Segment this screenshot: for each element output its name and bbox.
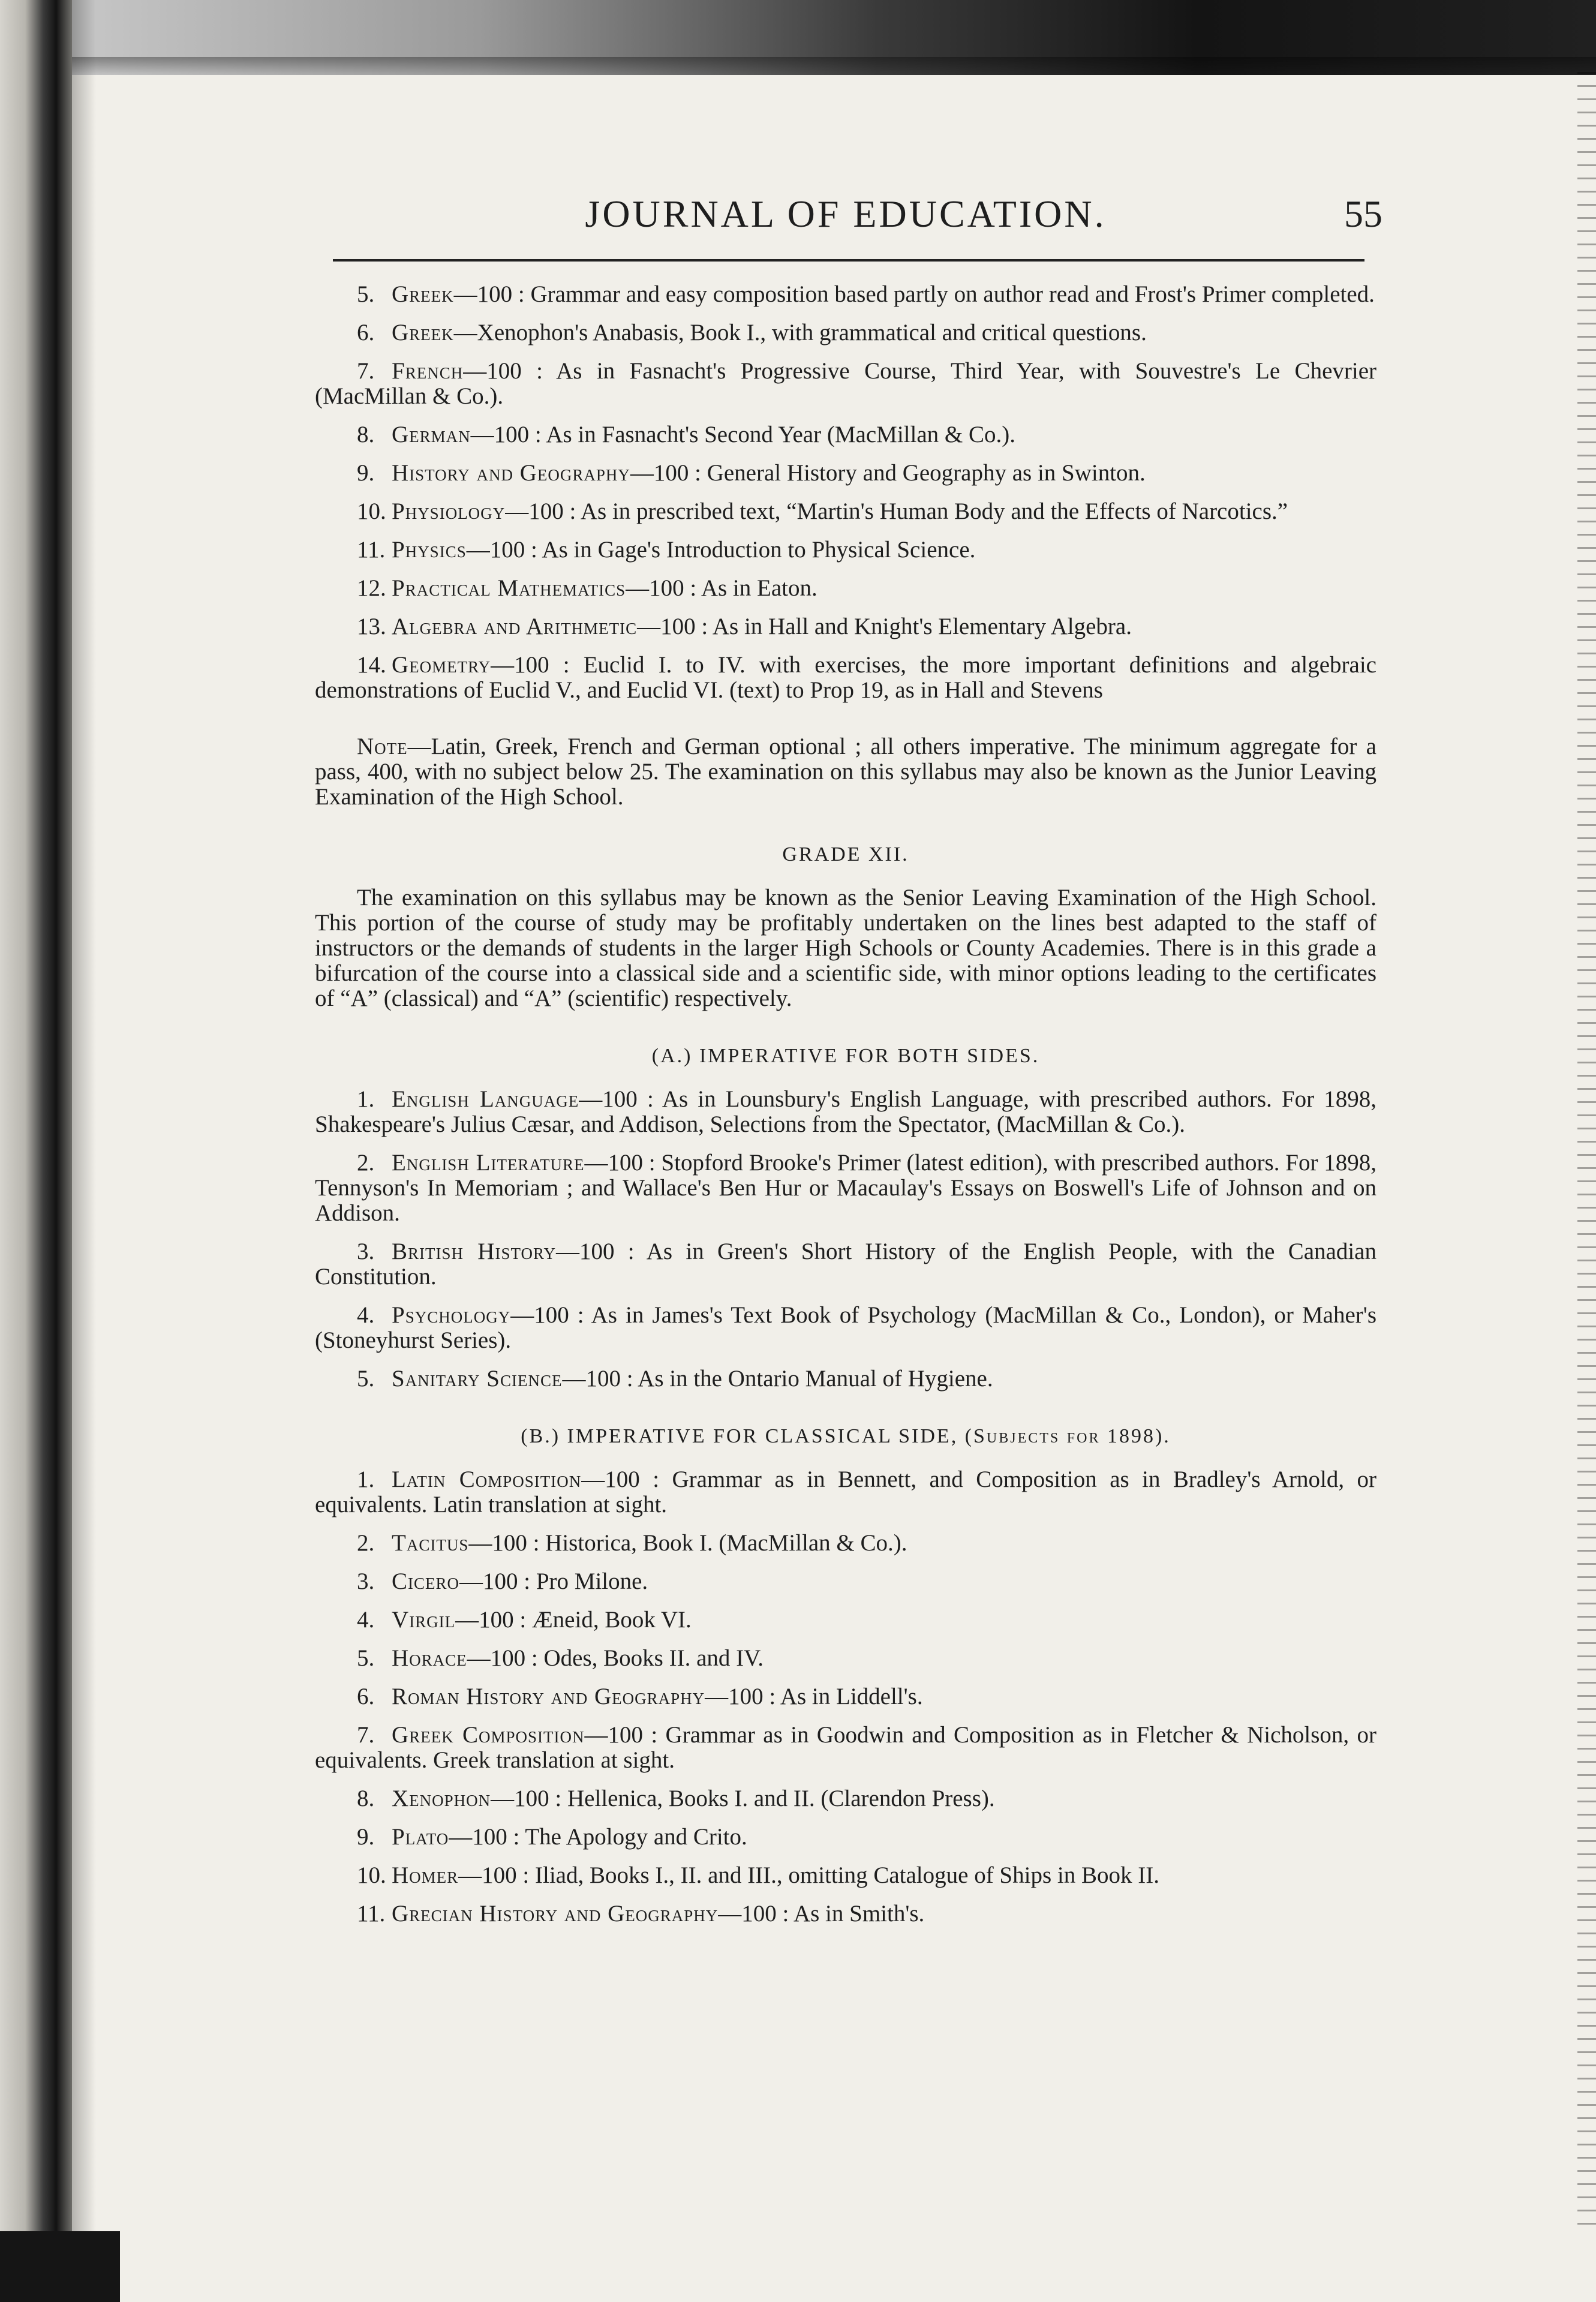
running-title: JOURNAL OF EDUCATION. [585,193,1107,235]
syllabus-item: 1. English Language—100 : As in Lounsbury's English Language, with prescribed authors. For 1898, Shakespeare's Julius Cæsar, and Addison, Selections from the Spectator, (MacMillan & Co.). [315,1086,1377,1137]
syllabus-item: 9. Plato—100 : The Apology and Crito. [357,1824,747,1850]
syllabus-item: 5. Sanitary Science—100 : As in the Ontario Manual of Hygiene. [357,1366,993,1392]
note-text: —Latin, Greek, French and German optional ; all others imperative. The minimum aggregate for a pass, 400, with no subject below 25. The examination on this syllabus may also be known as the Junior Leaving Examination of the High School. [315,734,1376,810]
syllabus-item: 3. British History—100 : As in Green's Short History of the English People, with the Canadian Constitution. [315,1239,1376,1290]
page-number: 55 [1344,193,1382,235]
scan-border-bottom [0,2231,120,2302]
syllabus-item: 14. Geometry—100 : Euclid I. to IV. with exercises, the more important definitions and algebraic demonstrations of Euclid V., and Euclid VI. (text) to Prop 19, as in Hall and Stevens [315,652,1376,703]
syllabus-item: 5. Greek—100 : Grammar and easy composition based partly on author read and Frost's Primer completed. [357,281,1375,307]
syllabus-item: 13. Algebra and Arithmetic—100 : As in Hall and Knight's Elementary Algebra. [357,614,1132,639]
syllabus-item: 11. Grecian History and Geography—100 : As in Smith's. [357,1901,925,1927]
syllabus-item: 8. German—100 : As in Fasnacht's Second Year (MacMillan & Co.). [357,422,1015,447]
scan-shadow-left [72,0,96,2302]
syllabus-item: 5. Horace—100 : Odes, Books II. and IV. [357,1645,764,1671]
syllabus-item: 2. Tacitus—100 : Historica, Book I. (MacMillan & Co.). [357,1530,907,1556]
syllabus-item: 11. Physics—100 : As in Gage's Introduction to Physical Science. [357,537,976,563]
grade-heading: GRADE XII. [782,843,909,865]
page-header [315,192,1382,246]
syllabus-item: 3. Cicero—100 : Pro Milone. [357,1568,648,1594]
syllabus-item: 2. English Literature—100 : Stopford Brooke's Primer (latest edition), with prescribed authors. For 1898, Tennyson's In Memoriam ; and Wallace's Ben Hur or Macaulay's Essays on Boswell's Life of Johnson and on Addison. [315,1150,1376,1226]
scan-shadow-top [0,57,1596,75]
syllabus-item: 6. Roman History and Geography—100 : As in Liddell's. [357,1684,923,1709]
syllabus-item: 6. Greek—Xenophon's Anabasis, Book I., with grammatical and critical questions. [357,320,1147,345]
header-rule [333,259,1364,262]
syllabus-item: 1. Latin Composition—100 : Grammar as in Bennett, and Composition as in Bradley's Arnold, or equivalents. Latin translation at sight. [315,1466,1376,1517]
section-b-heading: (B.) IMPERATIVE FOR CLASSICAL SIDE, (Subjects for 1898). [521,1425,1171,1447]
section-a-heading: (A.) IMPERATIVE FOR BOTH SIDES. [651,1045,1040,1067]
note-paragraph [315,734,1376,810]
syllabus-item: 7. French—100 : As in Fasnacht's Progressive Course, Third Year, with Souvestre's Le Chevrier (MacMillan & Co.). [315,358,1376,409]
page-body [315,282,1376,1940]
grade-paragraph: The examination on this syllabus may be known as the Senior Leaving Examination of the High School. This portion of the course of study may be profitably undertaken on the lines best adapted to the staff of instructors or the demands of students in the larger High Schools or County Academies. There is in this grade a bifurcation of the course into a classical side and a scientific side, with minor options leading to the certificates of “A” (classical) and “A” (scientific) respectively. [315,885,1376,1011]
scan-noise-right [1577,72,1596,2231]
syllabus-item: 9. History and Geography—100 : General History and Geography as in Swinton. [357,460,1146,486]
syllabus-item: 12. Practical Mathematics—100 : As in Eaton. [357,575,817,601]
syllabus-item: 8. Xenophon—100 : Hellenica, Books I. and II. (Clarendon Press). [357,1786,995,1811]
note-label: Note [357,734,408,759]
section-a-items [315,1087,1376,1392]
syllabus-item: 4. Virgil—100 : Æneid, Book VI. [357,1607,692,1633]
syllabus-item: 7. Greek Composition—100 : Grammar as in Goodwin and Composition as in Fletcher & Nicholson, or equivalents. Greek translation at sight. [315,1722,1377,1773]
scan-border-left [0,0,72,2302]
journal-page [315,192,1382,1927]
syllabus-item: 10. Homer—100 : Iliad, Books I., II. and III., omitting Catalogue of Ships in Book II. [357,1862,1159,1888]
syllabus-item: 10. Physiology—100 : As in prescribed text, “Martin's Human Body and the Effects of Narcotics.” [357,498,1288,524]
grade-xi-items [315,282,1376,703]
syllabus-item: 4. Psychology—100 : As in James's Text Book of Psychology (MacMillan & Co., London), or Maher's (Stoneyhurst Series). [315,1302,1376,1353]
section-b-items [315,1467,1376,1927]
